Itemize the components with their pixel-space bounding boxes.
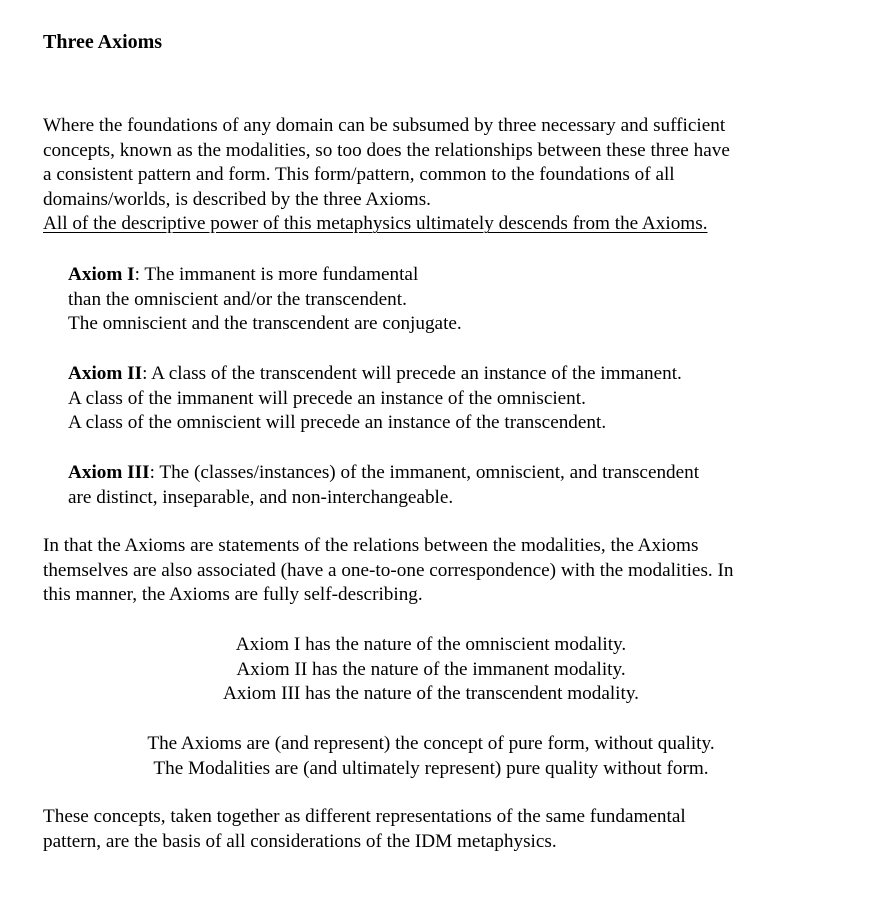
intro-line: Where the foundations of any domain can be subsumed by three necessary and sufficient [43, 115, 726, 136]
closing-paragraph [43, 805, 843, 854]
intro-line: a consistent pattern and form. This form/pattern, common to the foundations of all [43, 164, 675, 186]
axiom-1-label: Axiom I [68, 264, 135, 285]
axiom-nature-line: Axiom III has the nature of the transcendent modality. [223, 683, 639, 705]
page-title: Three Axioms [43, 31, 163, 53]
axiom-3-text: : The (classes/instances) of the immanent, omniscient, and transcendent [149, 462, 700, 483]
axiom-1-block [68, 263, 848, 337]
axiom-2-text: : A class of the transcendent will precede an instance of the immanent. [142, 363, 682, 384]
intro-paragraph [43, 114, 843, 237]
axiom-nature-block [0, 633, 867, 707]
axiom-nature-line: Axiom II has the nature of the immanent modality. [236, 658, 626, 680]
axiom-1-text: : The immanent is more fundamental [134, 264, 419, 285]
axiom-2-first-line [68, 362, 848, 387]
emphasis-underlined-sentence: All of the descriptive power of this metaphysics ultimately descends from the Axioms. [43, 213, 708, 235]
axiom-3-first-line [68, 461, 848, 486]
intro-line: domains/worlds, is described by the three Axioms. [43, 188, 431, 210]
form-quality-block [0, 732, 867, 781]
relations-line: In that the Axioms are statements of the relations between the modalities, the Axioms [43, 535, 699, 556]
intro-line: concepts, known as the modalities, so too does the relationships between these three have [43, 139, 730, 161]
axiom-nature-line: Axiom I has the nature of the omniscient modality. [235, 634, 627, 655]
axiom-3-block [68, 461, 848, 510]
axiom-1-line: The omniscient and the transcendent are conjugate. [68, 313, 462, 335]
axiom-1-line: than the omniscient and/or the transcendent. [68, 288, 407, 310]
axiom-2-label: Axiom II [68, 363, 143, 384]
closing-line: These concepts, taken together as different representations of the same fundamental [43, 806, 686, 827]
axiom-3-label: Axiom III [68, 462, 150, 483]
axiom-3-line: are distinct, inseparable, and non-interchangeable. [68, 486, 454, 508]
closing-line: pattern, are the basis of all considerations of the IDM metaphysics. [43, 830, 557, 852]
axiom-2-block [68, 362, 848, 436]
axiom-2-line: A class of the immanent will precede an instance of the omniscient. [68, 387, 586, 409]
relations-paragraph [43, 534, 843, 608]
relations-line: this manner, the Axioms are fully self-describing. [43, 584, 423, 606]
form-quality-line: The Modalities are (and ultimately represent) pure quality without form. [153, 757, 709, 779]
relations-line: themselves are also associated (have a one-to-one correspondence) with the modalities. In [43, 559, 734, 581]
axiom-2-line: A class of the omniscient will precede an instance of the transcendent. [68, 412, 607, 434]
form-quality-line: The Axioms are (and represent) the concept of pure form, without quality. [147, 733, 715, 754]
axiom-1-first-line [68, 263, 848, 288]
